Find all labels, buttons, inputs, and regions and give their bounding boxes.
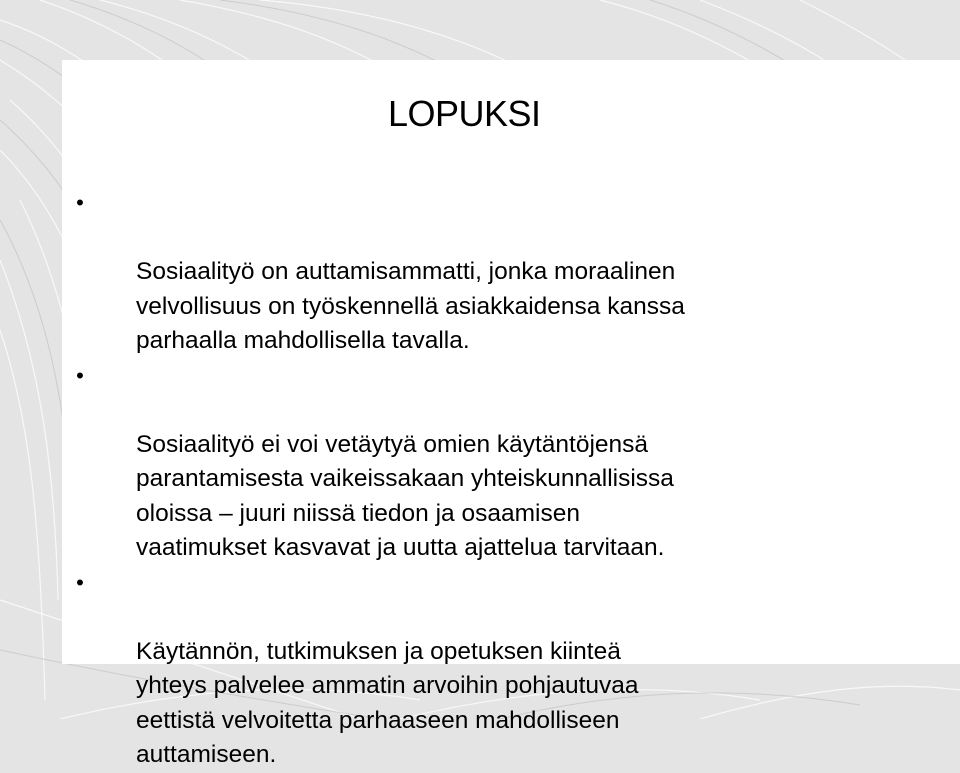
bullet-text: Sosiaalityö on auttamisammatti, jonka moraalinen velvollisuus on työskennellä asiakkaidensa kanssa parhaalla mahdollisella tavalla. — [136, 258, 685, 354]
bullet-item — [70, 359, 910, 566]
bullet-item — [70, 566, 910, 773]
bullet-text: Sosiaalityö ei voi vetäytyä omien käytäntöjensä parantamisesta vaikeissakaan yhteiskunnallisissa oloissa – juuri niissä tiedon ja osaamisen vaatimukset kasvavat ja uutta ajattelua tarvitaan. — [136, 430, 674, 561]
bullet-list — [70, 186, 910, 773]
bullet-item — [70, 186, 910, 359]
bullet-icon: • — [76, 190, 84, 215]
bullet-icon: • — [76, 569, 84, 595]
slide-title: LOPUKSI — [388, 93, 541, 134]
bullet-icon: • — [76, 362, 84, 388]
bullet-text: Käytännön, tutkimuksen ja opetuksen kiinteä yhteys palvelee ammatin arvoihin pohjautuvaa eettistä velvoitetta parhaaseen mahdolliseen auttamiseen. — [136, 637, 639, 768]
